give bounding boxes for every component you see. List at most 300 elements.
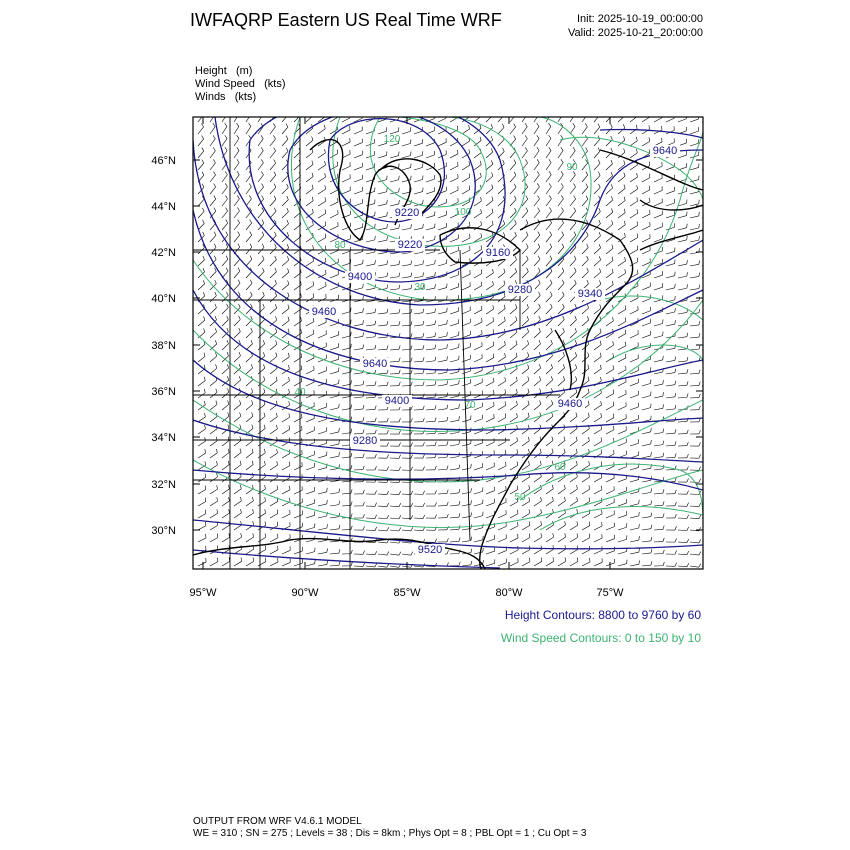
wind-barb — [690, 394, 700, 398]
wind-barb — [486, 305, 494, 314]
wind-barb — [534, 340, 541, 350]
wind-barb — [246, 244, 252, 254]
height-contour-label: 9460 — [557, 398, 583, 410]
wind-barb — [582, 522, 590, 530]
wind-barb — [570, 316, 576, 326]
wind-barb — [666, 381, 676, 386]
wind-barb — [342, 162, 350, 170]
wind-barb — [222, 171, 227, 182]
wind-barb — [666, 199, 675, 206]
wind-barb — [282, 208, 288, 218]
wind-barb — [678, 369, 688, 374]
wind-barb — [450, 380, 459, 386]
wind-barb — [438, 490, 448, 494]
wind-barb — [414, 442, 424, 446]
wind-barb — [402, 515, 413, 519]
wind-barb — [450, 150, 458, 158]
wind-barb — [282, 184, 288, 194]
wind-barb — [222, 304, 228, 314]
wind-barb — [270, 449, 278, 458]
wind-barb — [546, 219, 552, 230]
wind-barb — [198, 280, 205, 290]
wind-barb — [462, 125, 469, 134]
wind-barb — [462, 222, 470, 230]
wind-barb — [630, 524, 639, 530]
wind-barb — [534, 123, 539, 134]
wind-barb — [390, 552, 401, 555]
wind-barb — [486, 535, 495, 542]
wind-barb — [378, 467, 389, 471]
wind-barb — [630, 209, 638, 218]
wind-barb — [570, 485, 577, 494]
wind-barb — [390, 200, 399, 206]
wind-barb — [570, 473, 577, 482]
wind-barb — [606, 535, 614, 542]
wind-barb — [606, 208, 613, 218]
wind-barb — [450, 416, 459, 422]
height-contour-legend: Height Contours: 8800 to 9760 by 60 — [504, 608, 701, 622]
wind-barb — [630, 173, 637, 182]
wind-barb — [666, 429, 676, 434]
wind-barb — [354, 163, 362, 170]
wind-barb — [486, 450, 494, 458]
wind-barb — [330, 428, 339, 434]
wind-barb — [558, 364, 565, 374]
wind-barb — [198, 510, 206, 518]
wind-barb — [666, 211, 675, 218]
wind-barb — [270, 340, 277, 350]
wind-barb — [330, 489, 340, 494]
wind-barb — [690, 467, 701, 471]
wind-barb — [534, 545, 542, 554]
wind-barb — [546, 135, 551, 146]
wind-barb — [258, 304, 264, 314]
wind-barb — [234, 207, 240, 218]
wind-barb — [354, 502, 364, 506]
wind-barb — [414, 357, 424, 362]
wind-barb — [198, 437, 206, 446]
wind-barb — [594, 136, 600, 146]
wind-barb — [234, 509, 241, 518]
wind-barb — [390, 321, 400, 326]
lat-label: 44°N — [151, 201, 176, 213]
wind-barb — [654, 441, 664, 446]
wind-barb — [438, 502, 448, 506]
wind-barb — [306, 149, 313, 158]
wind-barb — [690, 200, 699, 206]
wind-barb — [210, 534, 218, 542]
wind-barb — [258, 401, 265, 410]
wind-barb — [270, 473, 278, 482]
wind-barb — [510, 510, 518, 518]
wind-barb — [486, 402, 494, 410]
wind-barb — [210, 437, 217, 446]
wind-barb — [378, 503, 389, 507]
wind-barb — [546, 147, 551, 158]
wind-barb — [246, 497, 253, 506]
wind-barb — [486, 160, 493, 170]
wind-barb — [282, 558, 290, 566]
wind-barb — [198, 160, 204, 170]
wind-barb — [438, 114, 446, 122]
wind-barb — [606, 486, 614, 494]
wind-barb — [510, 437, 518, 446]
wind-barb — [522, 377, 529, 386]
wind-barb — [294, 365, 302, 374]
wind-barb — [570, 256, 576, 266]
height-contour-label: 9220 — [397, 239, 423, 251]
wind-barb — [498, 124, 504, 134]
wind-barb — [282, 413, 290, 422]
wind-barb — [342, 550, 352, 554]
wind-barb — [222, 195, 228, 206]
wind-barb — [246, 195, 251, 206]
wind-barb — [594, 341, 601, 350]
wind-barb — [402, 418, 412, 422]
wind-barb — [354, 454, 364, 458]
wind-barb — [306, 511, 315, 518]
wind-barb — [618, 414, 626, 422]
wind-barb — [558, 183, 563, 194]
wind-barb — [630, 391, 638, 398]
wind-barb — [330, 452, 339, 458]
wind-barb — [582, 473, 590, 482]
wind-barb — [558, 485, 565, 494]
wind-barb — [546, 400, 553, 410]
wind-barb — [666, 441, 676, 446]
wind-barb — [426, 296, 435, 302]
wind-barb — [378, 564, 389, 568]
wind-barb — [270, 304, 277, 314]
wind-barb — [570, 352, 577, 362]
wind-barb — [522, 364, 529, 374]
wind-barb — [390, 382, 400, 386]
wind-barb — [462, 319, 470, 326]
wind-barb — [210, 473, 217, 482]
wind-barb — [654, 320, 663, 326]
wind-barb — [474, 318, 482, 326]
wind-barb — [378, 515, 389, 519]
wind-barb — [414, 163, 423, 170]
wind-barb — [414, 369, 424, 374]
wind-barb — [306, 330, 314, 338]
lat-label: 42°N — [151, 247, 176, 259]
wind-barb — [426, 308, 436, 314]
wind-barb — [450, 440, 460, 446]
wind-barb — [402, 321, 412, 326]
wind-barb — [402, 345, 412, 350]
wind-barb — [570, 521, 578, 530]
wind-barb — [222, 268, 228, 278]
wind-barb — [546, 485, 553, 494]
wind-barb — [414, 491, 425, 495]
wind-barb — [210, 220, 216, 230]
wind-barb — [258, 159, 263, 170]
wind-barb — [546, 123, 551, 134]
wind-barb — [678, 539, 689, 543]
wind-barb — [414, 260, 424, 266]
wind-barb — [234, 412, 241, 422]
wind-barb — [366, 454, 376, 458]
wind-barb — [366, 236, 375, 242]
wind-barb — [318, 294, 326, 302]
wind-barb — [642, 295, 650, 302]
wind-barb — [210, 558, 218, 566]
wind-barb — [534, 147, 539, 158]
wind-barb — [522, 256, 528, 266]
wind-barb — [486, 547, 495, 554]
wind-barb — [690, 345, 700, 350]
wind-barb — [522, 135, 527, 146]
wind-barb — [294, 462, 302, 470]
wind-barb — [198, 123, 204, 134]
wind-barb — [318, 488, 327, 494]
wind-barb — [234, 195, 239, 206]
wind-barb — [378, 382, 388, 386]
wind-barb — [666, 563, 677, 567]
wind-barb — [306, 293, 314, 302]
wind-barb — [306, 560, 315, 566]
height-contour-label: 9400 — [347, 271, 373, 283]
wind-barb — [366, 321, 376, 326]
wind-barb — [330, 440, 339, 446]
wind-barb — [510, 316, 517, 326]
wind-barb — [306, 136, 313, 146]
lat-label: 34°N — [151, 432, 176, 444]
wind-barb — [210, 184, 216, 194]
model-config: WE = 310 ; SN = 275 ; Levels = 38 ; Dis = 8km ; Phys Opt = 8 ; PBL Opt = 1 ; Cu Opt = 3 — [193, 828, 587, 839]
wind-barb — [330, 222, 338, 230]
wind-barb — [594, 124, 600, 134]
wind-barb — [258, 268, 264, 278]
wind-barb — [270, 558, 278, 566]
wind-barb — [642, 258, 650, 266]
wind-barb — [222, 533, 230, 542]
wind-barb — [354, 405, 364, 410]
wind-barb — [378, 552, 389, 556]
wind-barb — [642, 210, 650, 218]
wind-barb — [438, 211, 447, 218]
wind-barb — [354, 563, 365, 567]
wind-barb — [414, 188, 423, 194]
wind-barb — [486, 184, 493, 194]
wind-barb — [450, 562, 460, 566]
wind-barb — [582, 160, 588, 170]
wind-barb — [666, 369, 676, 374]
wind-barb — [342, 174, 350, 182]
wind-barb — [474, 415, 482, 422]
wind-barb — [534, 557, 542, 566]
wind-barb — [570, 196, 576, 206]
wind-barb — [462, 234, 470, 242]
wind-barb — [390, 309, 400, 314]
wind-barb — [354, 175, 363, 182]
wind-barb — [462, 246, 470, 254]
wind-barb — [510, 449, 518, 458]
wind-barb — [570, 171, 575, 182]
wind-barb — [414, 309, 424, 314]
wind-barb — [498, 534, 506, 542]
wind-speed-contours — [193, 117, 703, 530]
wind-barb — [222, 316, 228, 326]
wind-barb — [510, 377, 517, 386]
height-contour-label: 9160 — [485, 247, 511, 259]
wind-barb — [654, 198, 662, 206]
wind-barb — [690, 406, 700, 410]
wind-barb — [210, 485, 218, 494]
wind-barb — [558, 437, 565, 446]
wind-barb — [678, 515, 689, 519]
wind-barb — [666, 538, 677, 542]
wind-contour-label: 90 — [566, 162, 578, 173]
wind-barb — [618, 160, 625, 170]
wind-barb — [378, 370, 388, 374]
wind-barb — [630, 354, 638, 362]
wind-barb — [222, 207, 228, 218]
wind-barb — [630, 512, 639, 518]
wind-barb — [390, 443, 401, 447]
wind-barb — [426, 224, 435, 230]
wind-barb — [306, 281, 314, 290]
wind-barb — [330, 404, 339, 410]
height-contour-label: 9400 — [384, 395, 410, 407]
wind-barb — [474, 282, 482, 290]
wind-barb — [582, 316, 589, 326]
wind-barb — [246, 232, 252, 242]
wind-barb — [390, 467, 401, 471]
wind-barb — [210, 171, 216, 182]
map-title: IWFAQRP Eastern US Real Time WRF — [190, 10, 502, 30]
wind-barb — [306, 499, 315, 506]
wind-barb — [318, 561, 328, 566]
wind-barb — [306, 427, 314, 434]
wind-barb — [450, 186, 458, 194]
lat-label: 30°N — [151, 525, 176, 537]
wind-barb — [222, 509, 229, 518]
wind-barb — [594, 172, 600, 182]
wind-barb — [426, 442, 436, 446]
wind-barb — [294, 378, 302, 386]
wind-barb — [630, 500, 639, 506]
wind-barb — [558, 425, 565, 434]
wind-barb — [486, 221, 493, 230]
wind-barb — [414, 454, 424, 458]
wind-barb — [234, 123, 239, 134]
wind-barb — [378, 321, 388, 326]
wind-barb — [510, 413, 517, 422]
wind-barb — [354, 284, 363, 290]
wind-barb — [546, 545, 554, 554]
wind-barb — [618, 535, 627, 542]
wind-barb — [474, 536, 483, 542]
wind-barb — [654, 211, 662, 218]
coastlines-and-borders — [193, 140, 703, 569]
wind-barb — [246, 352, 253, 362]
wind-barb — [570, 147, 575, 158]
wind-barb — [546, 437, 553, 446]
model-footer: OUTPUT FROM WRF V4.6.1 MODEL — [193, 816, 362, 827]
wind-barb — [318, 125, 325, 134]
wind-barb — [450, 283, 459, 290]
wind-barb — [306, 161, 313, 170]
wind-barb — [438, 308, 447, 314]
wind-barb — [510, 184, 516, 194]
wind-barb — [594, 510, 602, 518]
wind-barb — [630, 149, 637, 158]
wind-barb — [306, 390, 314, 398]
wind-barb — [678, 212, 687, 218]
height-contour-label: 9640 — [362, 358, 388, 370]
wind-barb — [270, 184, 276, 194]
wind-barb — [426, 405, 436, 410]
wind-barb — [678, 224, 687, 230]
wind-barb — [198, 148, 204, 158]
wind-barb — [366, 503, 377, 507]
wind-barb — [666, 308, 675, 314]
wind-barb — [270, 148, 276, 158]
wind-barb — [678, 357, 688, 362]
wind-barb — [402, 552, 413, 556]
wind-barb — [246, 256, 252, 266]
wind-barb — [690, 212, 699, 218]
wind-barb — [306, 487, 315, 494]
height-contour-labels — [309, 145, 680, 556]
wind-barb — [498, 281, 505, 290]
wind-barb — [438, 199, 446, 206]
wind-barb — [270, 256, 276, 266]
wind-barb — [390, 152, 399, 158]
wind-barb — [210, 147, 215, 158]
wind-barb — [498, 184, 504, 194]
wind-barb — [294, 547, 303, 554]
wind-barb — [198, 136, 204, 146]
wind-barb — [318, 403, 327, 410]
wind-barb — [306, 197, 313, 206]
wind-barb — [198, 389, 205, 398]
wind-barb — [582, 558, 590, 566]
wind-barb — [366, 563, 377, 567]
wind-barb — [678, 503, 689, 507]
wind-barb — [570, 533, 578, 542]
wind-barb — [270, 160, 276, 170]
wind-barb — [402, 273, 412, 278]
wind-barb — [378, 236, 387, 242]
wind-barb — [450, 138, 458, 146]
wind-barb — [294, 474, 302, 482]
wind-barb — [642, 488, 652, 494]
wind-barb — [222, 340, 229, 350]
wind-barb — [342, 138, 350, 146]
wind-barb — [366, 309, 376, 314]
wind-barb — [522, 558, 530, 566]
wind-barb — [210, 328, 217, 338]
wind-barb — [558, 352, 565, 362]
wind-barb — [606, 196, 613, 206]
wind-barb — [546, 195, 551, 206]
wind-barb — [282, 546, 290, 554]
wind-barb — [654, 526, 664, 530]
wind-barb — [426, 236, 435, 242]
wind-barb — [630, 294, 638, 302]
wind-barb — [678, 284, 688, 290]
wind-barb — [546, 183, 551, 194]
wind-barb — [498, 196, 505, 206]
wind-barb — [222, 400, 229, 410]
wind-barb — [618, 390, 626, 398]
wind-barb — [258, 449, 265, 458]
wind-barb — [690, 442, 700, 446]
wind-barb — [654, 114, 662, 122]
